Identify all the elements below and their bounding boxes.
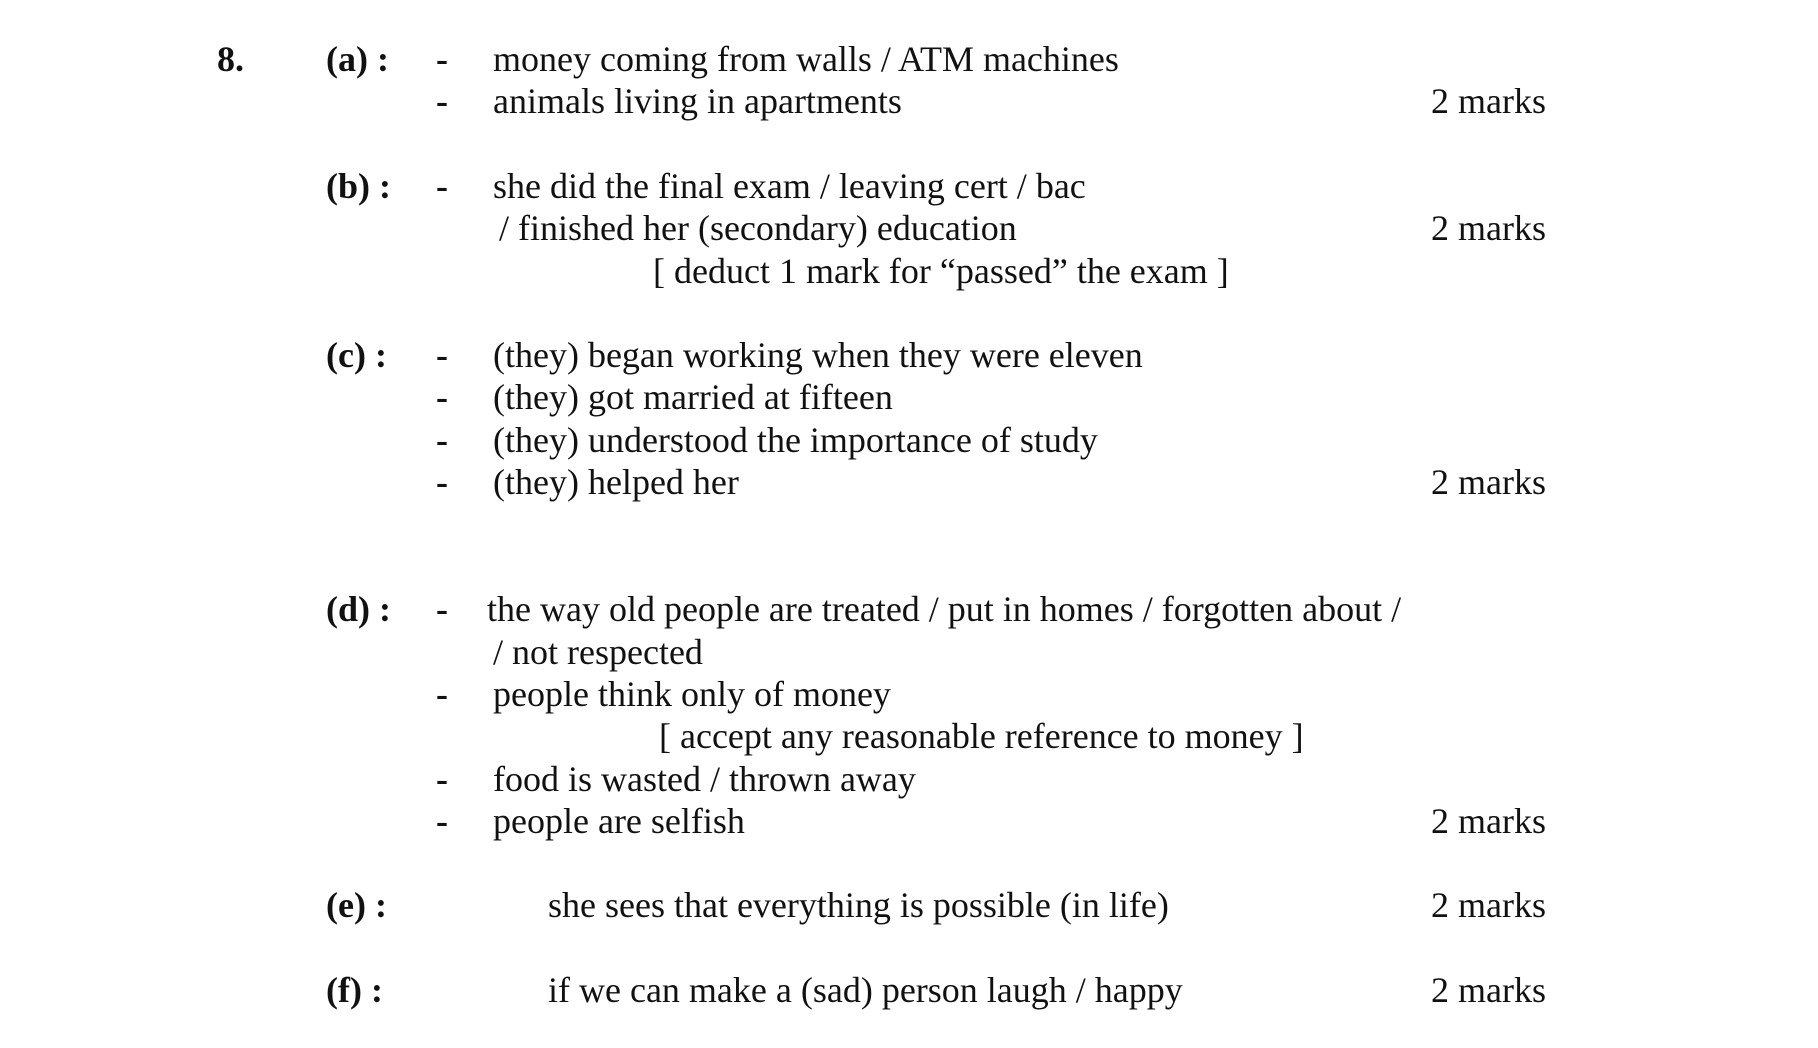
part-e-marks: 2 marks xyxy=(1431,885,1546,925)
answer-line: money coming from walls / ATM machines xyxy=(493,39,1119,79)
marking-note: [ accept any reasonable reference to money ] xyxy=(659,716,1304,756)
part-d-label: (d) : xyxy=(326,589,391,629)
answer-line: food is wasted / thrown away xyxy=(493,759,916,799)
bullet-dash: - xyxy=(436,420,448,460)
answer-line: people are selfish xyxy=(493,801,745,841)
answer-line: (they) got married at fifteen xyxy=(493,377,893,417)
answer-line: (they) understood the importance of study xyxy=(493,420,1098,460)
bullet-dash: - xyxy=(436,335,448,375)
part-f-marks: 2 marks xyxy=(1431,970,1546,1010)
bullet-dash: - xyxy=(436,759,448,799)
part-d-marks: 2 marks xyxy=(1431,801,1546,841)
part-b-label: (b) : xyxy=(326,166,391,206)
bullet-dash: - xyxy=(436,39,448,79)
question-number: 8. xyxy=(217,39,244,79)
bullet-dash: - xyxy=(436,801,448,841)
part-a-label: (a) : xyxy=(326,39,389,79)
part-c-marks: 2 marks xyxy=(1431,462,1546,502)
bullet-dash: - xyxy=(436,377,448,417)
answer-line: the way old people are treated / put in homes / forgotten about / xyxy=(487,589,1402,629)
part-b-marks: 2 marks xyxy=(1431,208,1546,248)
bullet-dash: - xyxy=(436,462,448,502)
answer-line: (they) helped her xyxy=(493,462,739,502)
bullet-dash: - xyxy=(436,166,448,206)
answer-line: if we can make a (sad) person laugh / happy xyxy=(548,970,1183,1010)
part-e-label: (e) : xyxy=(326,885,387,925)
part-a-marks: 2 marks xyxy=(1431,81,1546,121)
answer-line: animals living in apartments xyxy=(493,81,902,121)
part-f-label: (f) : xyxy=(326,970,383,1010)
part-c-label: (c) : xyxy=(326,335,387,375)
answer-line: people think only of money xyxy=(493,674,891,714)
answer-line: (they) began working when they were eleven xyxy=(493,335,1143,375)
answer-line: she sees that everything is possible (in life) xyxy=(548,885,1169,925)
answer-line: / not respected xyxy=(493,632,703,672)
bullet-dash: - xyxy=(436,81,448,121)
bullet-dash: - xyxy=(436,589,448,629)
answer-line: she did the final exam / leaving cert / bac xyxy=(493,166,1086,206)
marking-note: [ deduct 1 mark for “passed” the exam ] xyxy=(653,251,1229,291)
answer-line: / finished her (secondary) education xyxy=(499,208,1017,248)
bullet-dash: - xyxy=(436,674,448,714)
